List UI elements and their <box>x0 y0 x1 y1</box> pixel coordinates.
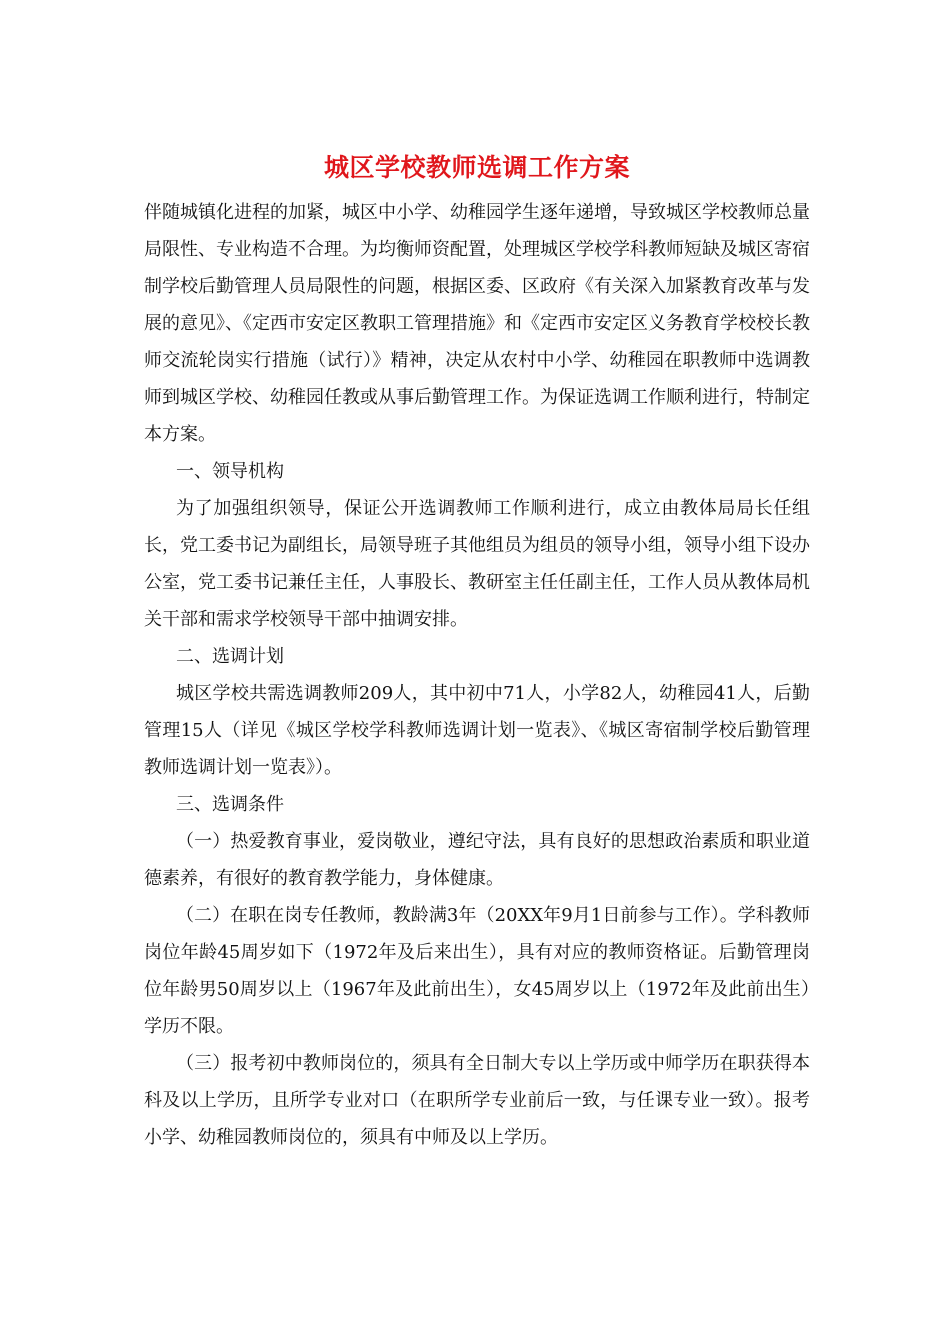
document-body <box>144 148 810 1156</box>
section-heading-conditions: 三、选调条件 <box>176 794 284 815</box>
plan-paragraph: 城区学校共需选调教师209人，其中初中71人，小学82人，幼稚园41人，后勤管理15人（详见《城区学校学科教师选调计划一览表》、《城区寄宿制学校后勤管理教师选调计划一览表》）。 <box>144 683 810 778</box>
section-heading-leadership: 一、领导机构 <box>176 461 284 482</box>
condition-paragraph-1: （一）热爱教育事业，爱岗敬业，遵纪守法，具有良好的思想政治素质和职业道德素养，有很好的教育教学能力，身体健康。 <box>144 831 810 889</box>
document-title: 城区学校教师选调工作方案 <box>323 153 630 182</box>
section-heading-plan: 二、选调计划 <box>176 646 284 667</box>
intro-paragraph: 伴随城镇化进程的加紧，城区中小学、幼稚园学生逐年递增，导致城区学校教师总量局限性、专业构造不合理。为均衡师资配置，处理城区学校学科教师短缺及城区寄宿制学校后勤管理人员局限性的问题，根据区委、区政府《有关深入加紧教育改革与发展的意见》、《定西市安定区教职工管理措施》和《定西市安定区义务教育学校校长教师交流轮岗实行措施（试行）》精神，决定从农村中小学、幼稚园在职教师中选调教师到城区学校、幼稚园任教或从事后勤管理工作。为保证选调工作顺利进行，特制定本方案。 <box>144 202 810 445</box>
leadership-paragraph: 为了加强组织领导，保证公开选调教师工作顺利进行，成立由教体局局长任组长，党工委书记为副组长，局领导班子其他组员为组员的领导小组，领导小组下设办公室，党工委书记兼任主任，人事股长、教研室主任任副主任，工作人员从教体局机关干部和需求学校领导干部中抽调安排。 <box>144 498 810 630</box>
condition-paragraph-3: （三）报考初中教师岗位的，须具有全日制大专以上学历或中师学历在职获得本科及以上学历，且所学专业对口（在职所学专业前后一致，与任课专业一致）。报考小学、幼稚园教师岗位的，须具有中师及以上学历。 <box>144 1053 810 1148</box>
condition-paragraph-2: （二）在职在岗专任教师，教龄满3年（20XX年9月1日前参与工作）。学科教师岗位年龄45周岁如下（1972年及后来出生），具有对应的教师资格证。后勤管理岗位年龄男50周岁以上（1967年及此前出生），女45周岁以上（1972年及此前出生）学历不限。 <box>144 905 810 1037</box>
